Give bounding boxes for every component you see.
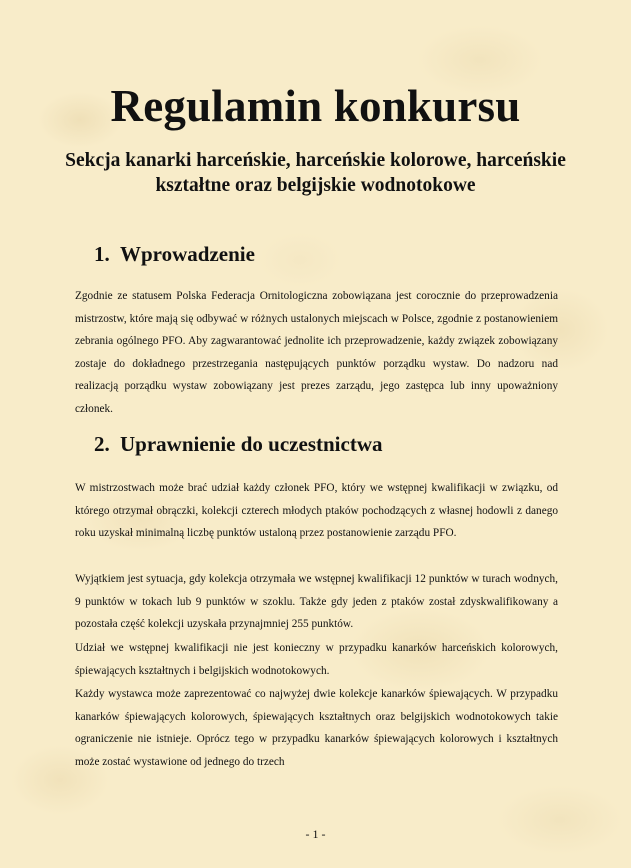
section-heading-uprawnienie [94, 431, 382, 457]
paragraph: Każdy wystawca może zaprezentować co najwyżej dwie kolekcje kanarków śpiewających. W przypadku kanarków śpiewających kolorowych, śpiewających kształtnych oraz belgijskich wodnotokowych takie ograniczenie nie istnieje. Oprócz tego w przypadku kanarków śpiewających kolorowych i kształtnych może zostać wystawione od jednego do trzech [75, 688, 558, 768]
section-title: Wprowadzenie [120, 242, 255, 266]
section-heading-wprowadzenie [94, 241, 255, 267]
document-title: Regulamin konkursu [110, 81, 521, 131]
section-number: 1. [94, 242, 110, 266]
page-number: - 1 - [305, 827, 326, 841]
section-number: 2. [94, 432, 110, 456]
paragraph: Udział we wstępnej kwalifikacji nie jest konieczny w przypadku kanarków harceńskich kolorowych, śpiewających kształtnych i belgijskich wodnotokowych. [75, 642, 558, 677]
document-subtitle: Sekcja kanarki harceńskie, harceńskie kolorowe, harceńskie kształtne oraz belgijskie wodnotokowe [65, 150, 566, 196]
paragraph: Zgodnie ze statusem Polska Federacja Ornitologiczna zobowiązana jest corocznie do przeprowadzenia mistrzostw, które mają się odbywać w różnych ustalonych miejscach w Polsce, zgodnie z postanowieniem zebrania ogólnego PFO. Aby zagwarantować jednolite ich przeprowadzenie, każdy związek zobowiązany zostaje do dokładnego przestrzegania następujących punktów porządku wystaw. Do nadzoru nad realizacją porządku wystaw zobowiązany jest prezes zarządu, jego zastępca lub inny upoważniony członek. [75, 290, 558, 415]
section-title: Uprawnienie do uczestnictwa [120, 432, 383, 456]
paragraph: W mistrzostwach może brać udział każdy członek PFO, który we wstępnej kwalifikacji w związku, od którego otrzymał obrączki, kolekcji czterech młodych ptaków pochodzących z własnej hodowli z danego roku uzyskał minimalną liczbę punktów ustaloną przez postanowienie zarządu PFO. [75, 482, 558, 539]
paragraph: Wyjątkiem jest sytuacja, gdy kolekcja otrzymała we wstępnej kwalifikacji 12 punktów w turach wodnych, 9 punktów w tokach lub 9 punktów w szoklu. Także gdy jeden z ptaków został zdyskwalifikowany a pozostała część kolekcji uzyskała przynajmniej 255 punktów. [75, 573, 558, 630]
